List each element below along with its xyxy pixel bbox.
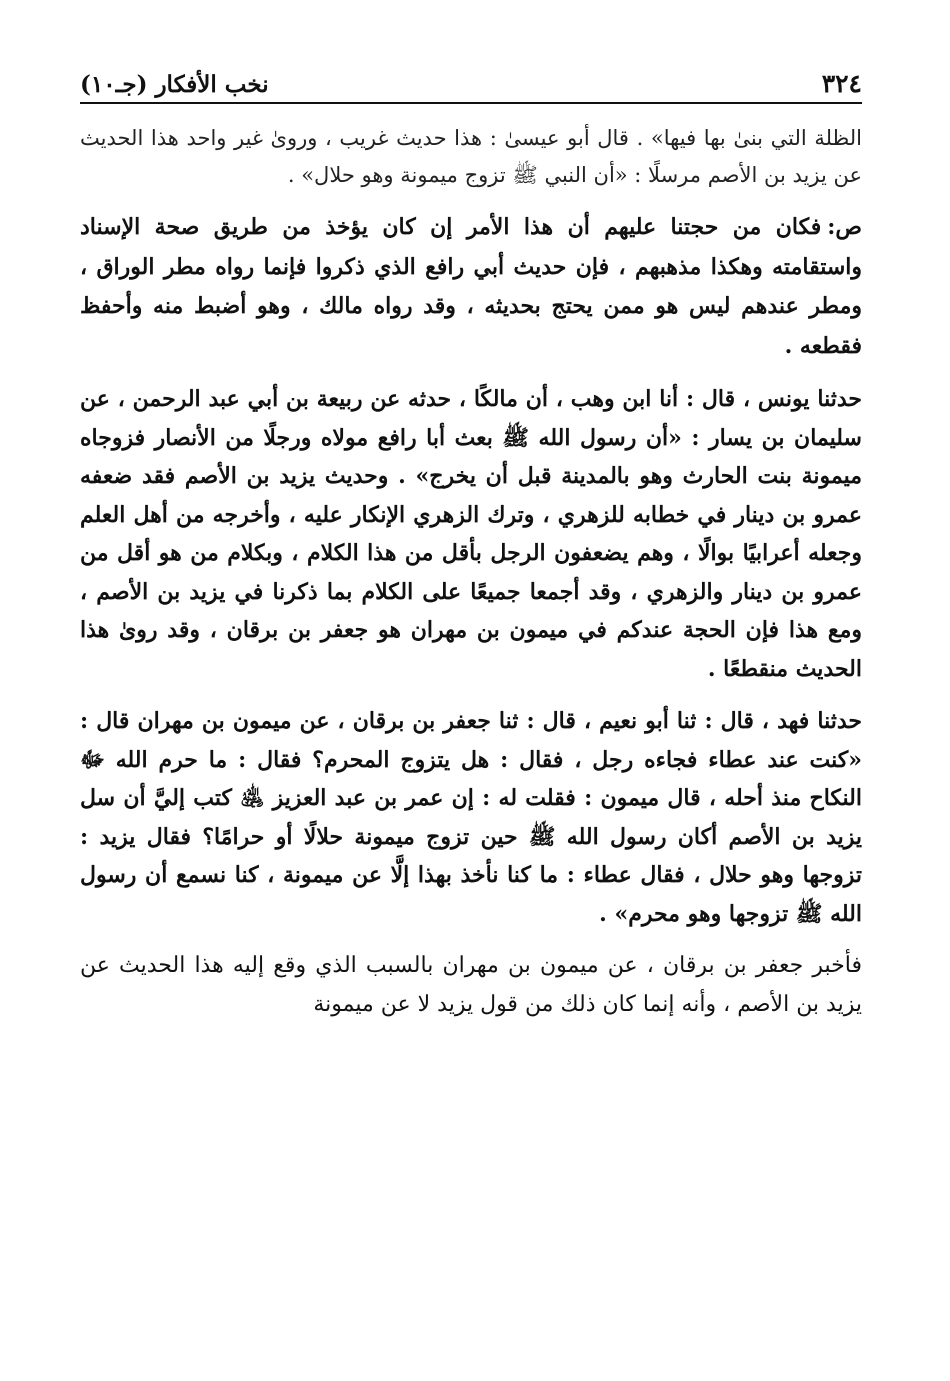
- document-page: [80, 58, 862, 1361]
- paragraph-text: الظلة التي بنىٰ بها فيها» . قال أبو عيسىٰ : هذا حديث غريب ، ورویٰ غير واحد هذا الحديث عن يزيد بن الأصم مرسلًا : «أن النبي ﷺ تزوج ميمونة وهو حلال» .: [80, 126, 862, 187]
- paragraph-text: فأخبر جعفر بن برقان ، عن ميمون بن مهران بالسبب الذي وقع إليه هذا الحديث عن يزيد بن الأصم ، وأنه إنما كان ذلك من قول يزيد لا عن ميمونة: [80, 953, 862, 1017]
- commentary-marker: ص:: [827, 214, 862, 240]
- page-number: ٣٢٤: [821, 69, 862, 98]
- paragraph-commentary: [80, 208, 862, 366]
- paragraph-text: فكان من حجتنا عليهم أن هذا الأمر إن كان يؤخذ من طريق صحة الإسناد واستقامته وهكذا مذهبهم ، فإن حديث أبي رافع الذي ذكروا فإنما رواه مطر الوراق ، ومطر عندهم ليس هو ممن يحتج بحديثه ، وقد رواه مالك ، وهو أضبط منه وأحفظ فقطعه .: [80, 214, 862, 359]
- page-header: [80, 58, 862, 104]
- page-content: [80, 120, 862, 1024]
- paragraph-hadith-fahd: [80, 702, 862, 933]
- paragraph-text: حدثنا فهد ، قال : ثنا أبو نعيم ، قال : ثنا جعفر بن برقان ، عن ميمون بن مهران قال : «كنت عند عطاء فجاءه رجل ، فقال : هل يتزوج المحرم؟ فقال : ما حرم الله ﷻ النكاح منذ أحله ، قال ميمون : فقلت له : إن عمر بن عبد العزيز ﵁ كتب إليَّ أن سل يزيد بن الأصم أكان رسول الله ﷺ حين تزوج ميمونة حلالًا أو حرامًا؟ فقال يزيد : تزوجها وهو حلال ، فقال عطاء : ما كنا نأخذ بهذا إلَّا عن ميمونة ، كنا نسمع أن رسول الله ﷺ تزوجها وهو محرم» .: [80, 708, 862, 927]
- running-title: نخب الأفكار (جـ١٠): [80, 71, 269, 98]
- paragraph-previous-hadith-ending: [80, 120, 862, 194]
- paragraph-text: حدثنا يونس ، قال : أنا ابن وهب ، أن مالكًا ، حدثه عن ربيعة بن أبي عبد الرحمن ، عن سليمان بن يسار : «أن رسول الله ﷺ بعث أبا رافع مولاه ورجلًا من الأنصار فزوجاه ميمونة بنت الحارث وهو بالمدينة قبل أن يخرج» . وحديث يزيد بن الأصم فقد ضعفه عمرو بن دينار في خطابه للزهري ، وترك الزهري الإنكار عليه ، وأخرجه من أهل العلم وجعله أعرابيًا بوالًا ، وهم يضعفون الرجل بأقل من هذا الكلام ، وبكلام من هو أقل من عمرو بن دينار والزهري ، وقد أجمعا جميعًا على الكلام بما ذكرنا في يزيد بن الأصم ، ومع هذا فإن الحجة عندكم في ميمون بن مهران هو جعفر بن برقان ، وقد رویٰ هذا الحديث منقطعًا .: [80, 386, 862, 682]
- paragraph-conclusion: [80, 947, 862, 1024]
- paragraph-hadith-yunus: [80, 380, 862, 688]
